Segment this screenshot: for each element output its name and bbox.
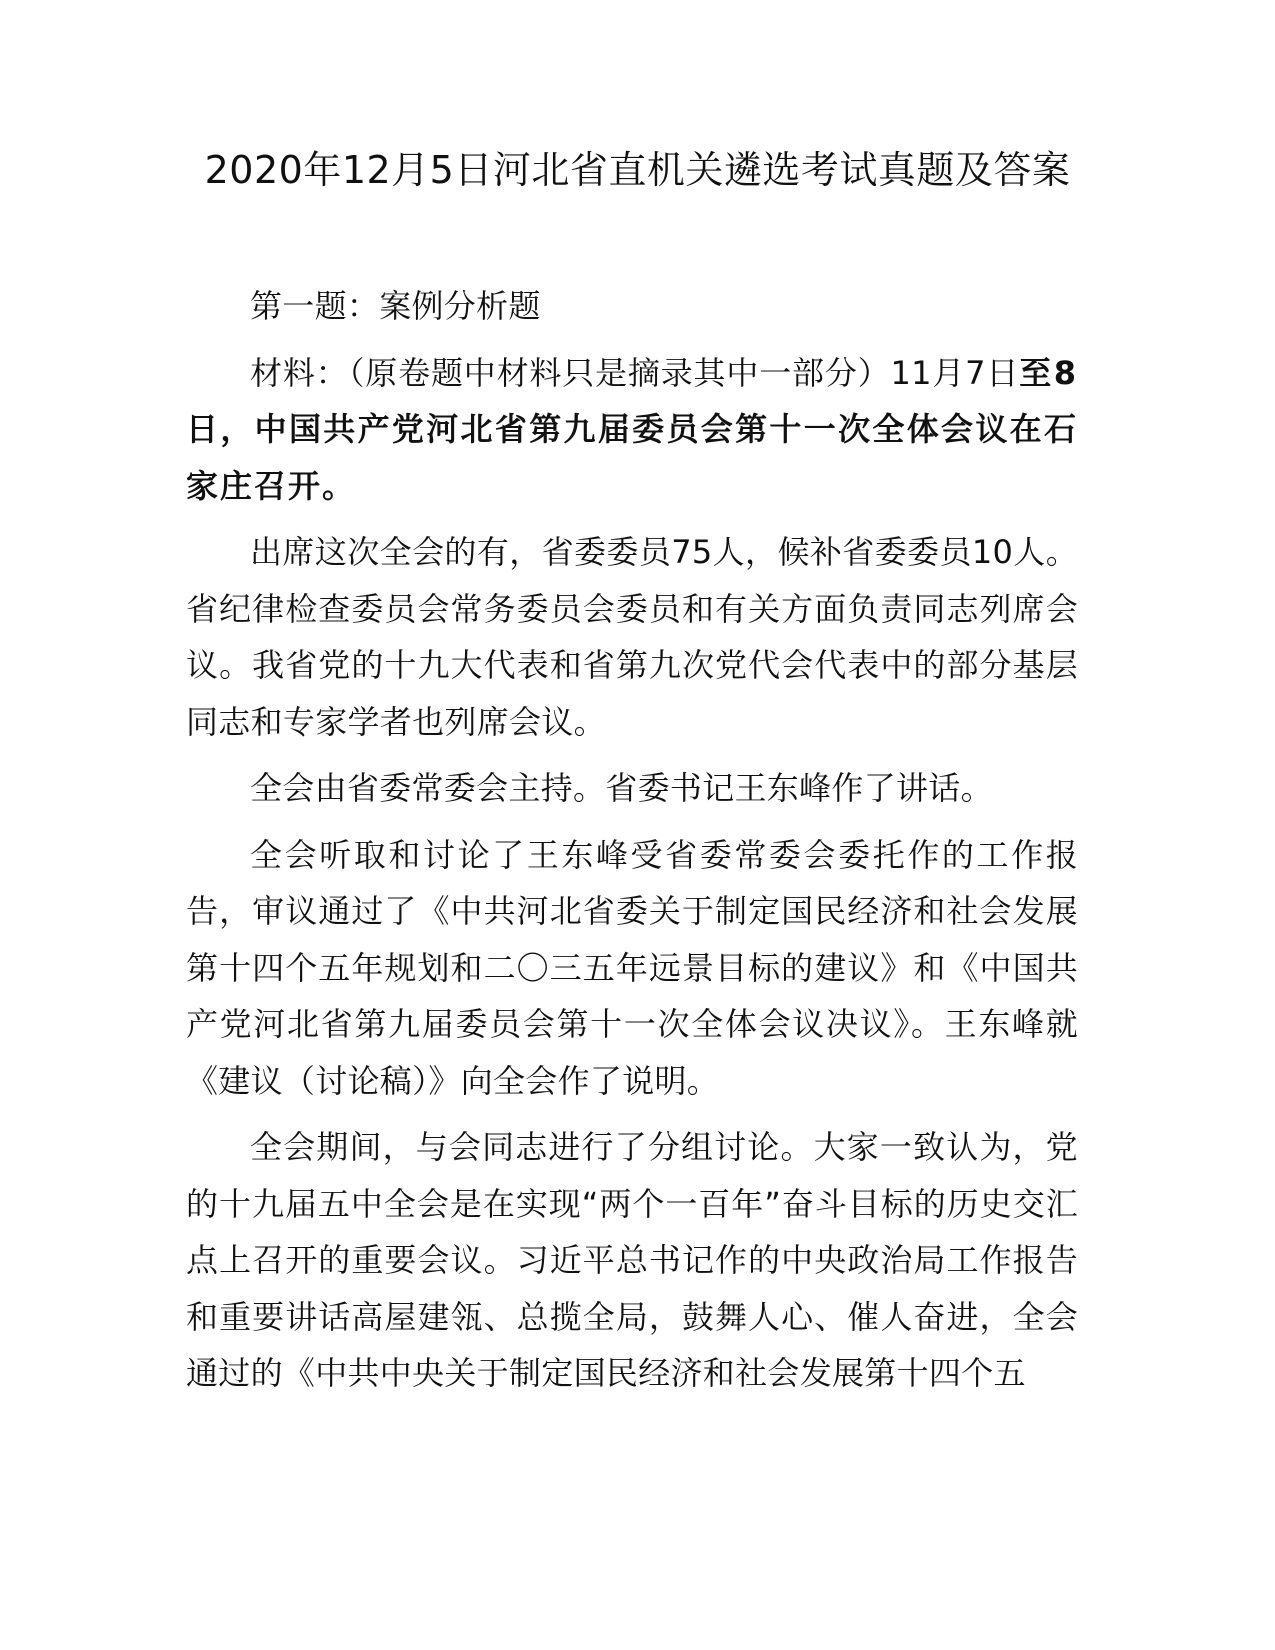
paragraph-material <box>186 345 1078 515</box>
document-title: 2020年12月5日河北省直机关遴选考试真题及答案 <box>204 148 1071 192</box>
section-heading: 第一题：案例分析题 <box>250 287 541 325</box>
paragraph-report: 全会听取和讨论了王东峰受省委常委会委托作的工作报告，审议通过了《中共河北省委关于制定国民经济和社会发展第十四个五年规划和二〇三五年远景目标的建议》和《中国共产党河北省第九届委员会第十一次全体会议决议》。王东峰就《建议（讨论稿）》向全会作了说明。 <box>186 835 1078 1100</box>
paragraph-material-bold: 至8日，中国共产党河北省第九届委员会第十一次全体会议在石家庄召开。 <box>186 353 1078 505</box>
document-body <box>186 278 1078 1412</box>
paragraph-chair: 全会由省委常委会主持。省委书记王东峰作了讲话。 <box>250 769 993 807</box>
paragraph-discussion: 全会期间，与会同志进行了分组讨论。大家一致认为，党的十九届五中全会是在实现“两个一百年”奋斗目标的历史交汇点上召开的重要会议。习近平总书记作的中央政治局工作报告和重要讲话高屋建瓴、总揽全局，鼓舞人心、催人奋进，全会通过的《中共中央关于制定国民经济和社会发展第十四个五 <box>186 1128 1078 1392</box>
paragraph-attendance: 出席这次全会的有，省委委员75人，候补省委委员10人。省纪律检查委员会常务委员会委员和有关方面负责同志列席会议。我省党的十九大代表和省第九次党代会代表中的部分基层同志和专家学者也列席会议。 <box>186 533 1078 741</box>
paragraph-material-regular: 材料：（原卷题中材料只是摘录其中一部分）11月7日 <box>250 353 1020 392</box>
